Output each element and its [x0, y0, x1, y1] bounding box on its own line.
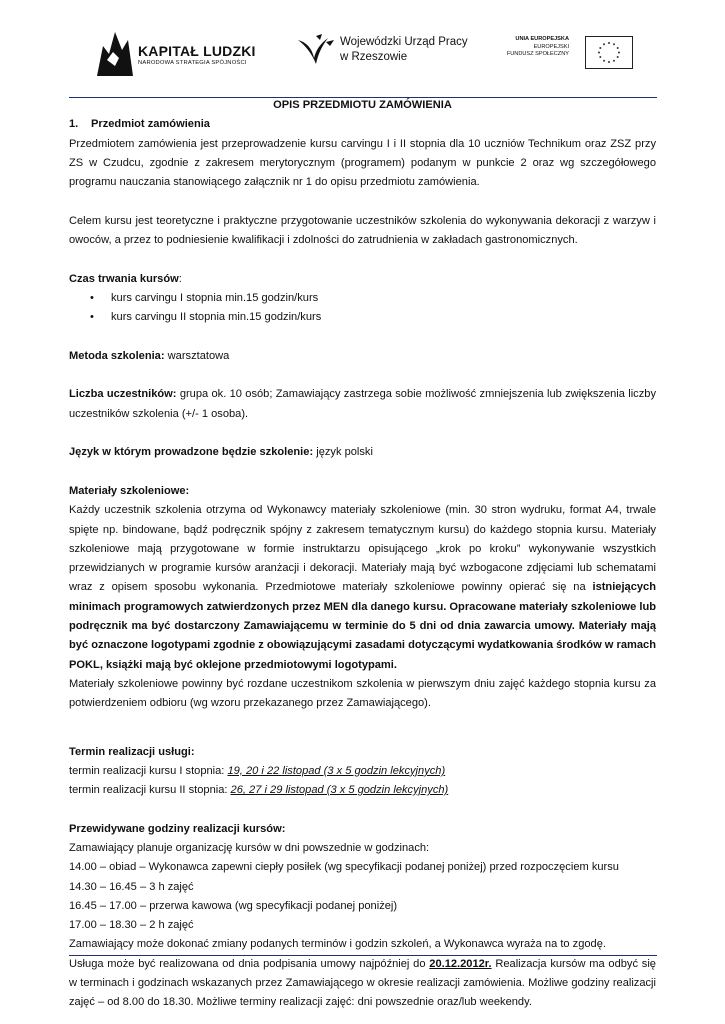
eu-stars-icon	[586, 37, 632, 68]
list-item	[69, 289, 656, 308]
materials-paragraph	[69, 501, 656, 675]
participants-label: Liczba uczestników:	[69, 388, 177, 401]
language-value: język polski	[313, 446, 373, 459]
list-item-text: kurs carvingu II stopnia min.15 godzin/kurs	[111, 311, 322, 324]
final-prefix: Usługa może być realizowana od dnia podpisania umowy najpóźniej do	[69, 957, 430, 970]
wup-line1: Wojewódzki Urząd Pracy	[340, 36, 468, 48]
document-title: OPIS PRZEDMIOTU ZAMÓWIENIA	[273, 99, 452, 111]
hours-line: Zamawiający może dokonać zmiany podanych terminów i godzin szkoleń, a Wykonawca wyraża na to zgodę.	[69, 938, 606, 951]
bullet-icon: •	[90, 311, 94, 324]
participants-line	[69, 385, 656, 424]
term-line-1	[69, 762, 656, 781]
hours-line: 16.45 – 17.00 – przerwa kawowa (wg specyfikacji podanej poniżej)	[69, 899, 398, 912]
participants-value: grupa ok. 10 osób; Zamawiający zastrzega sobie możliwość zmniejszenia lub zwiększenia liczby uczestników szkolenia (+/- 1 osoba).	[69, 388, 656, 420]
term1-value: 19, 20 i 22 listopad (3 x 5 godzin lekcyjnych)	[227, 764, 446, 777]
materials-text: Każdy uczestnik szkolenia otrzyma od Wykonawcy materiały szkoleniowe (min. 30 stron wydruku, format A4, trwale spięte np. bindowane, bądź podręcznik spójny z zakresem tematycznym kursu) do każdego stopnia kursu. Materiały szkoleniowe mają przygotowane w formie instruktarzu opisującego „krok po kroku” wykonywanie wszystkich przewidzianych w programie kursów aranżacji i dekoracji. Materiały mają być wzbogacone zdjęciami lub schematami wraz z opisem sposobu wykonania. Przedmiotowe materiały szkoleniowe powinny opierać się na	[69, 504, 656, 594]
language-label: Język w którym prowadzone będzie szkolenie:	[69, 446, 314, 459]
term-heading: Termin realizacji usługi:	[69, 745, 195, 758]
final-suffix: Realizacja kursów ma odbyć się w terminach i godzinach wskazanych przez Zamawiającego w okresie realizacji zamówienia. Możliwe godziny realizacji zajęć – od 8.00 do 18.30. Możliwe terminy realizacji zajęć: dni powszednie oraz/lub weekendy.	[69, 957, 656, 1009]
materials-bold-text: istniejących minimach programowych zatwierdzonych przez MEN dla danego kursu. Opracowane materiały szkoleniowe lub podręcznik ma być dostarczony Zamawiającemu w terminie do 5 dni od dnia zawarcia umowy. Materiały mają być oznaczone logotypami zgodnie z obowiązującymi zasadami dotyczącymi wydatkowania środków w ramach POKL, książki mają być oklejone przedmiotowymi logotypami.	[69, 581, 656, 671]
term-line-2	[69, 781, 656, 800]
method-label: Metoda szkolenia:	[69, 349, 165, 362]
eu-text	[479, 36, 569, 59]
kapital-ludzki-emblem-icon	[95, 26, 135, 78]
hours-line: 14.30 – 16.45 – 3 h zajęć	[69, 880, 194, 893]
term2-prefix: termin realizacji kursu II stopnia:	[69, 784, 231, 797]
hours-line: Zamawiający planuje organizację kursów w dni powszednie w godzinach:	[69, 841, 430, 854]
wup-line2: w Rzeszowie	[340, 51, 408, 63]
bullet-icon: •	[90, 291, 94, 304]
hours-line: 14.00 – obiad – Wykonawca zapewni ciepły posiłek (wg specyfikacji podanej poniżej) przed rozpoczęciem kursu	[69, 861, 619, 874]
language-line	[69, 443, 656, 462]
duration-colon: :	[178, 272, 182, 285]
duration-label: Czas trwania kursów	[69, 272, 179, 285]
method-value: warsztatowa	[164, 349, 230, 362]
duration-list	[69, 289, 656, 328]
final-paragraph	[69, 955, 656, 1013]
intro-paragraph-1: Przedmiotem zamówienia jest przeprowadzenie kursu carvingu I i II stopnia dla 10 uczniów Technikum oraz ZSZ przy ZS w Czudcu, zgodnie z zakresem merytorycznym (programem) podanym w punkcie 2 oraz wg szczegółowego programu nauczania stanowiącego załącznik nr 1 do opisu przedmiotu zamówienia.	[69, 137, 656, 189]
section-title: Przedmiot zamówienia	[91, 118, 210, 131]
kapital-ludzki-logo	[95, 26, 265, 78]
duration-heading	[69, 270, 656, 289]
section-number: 1.	[69, 118, 79, 131]
wup-bird-icon	[296, 32, 336, 68]
method-line	[69, 347, 656, 366]
eu-line2: EUROPEJSKI	[533, 43, 569, 50]
eu-flag	[585, 36, 633, 69]
header-logos	[0, 22, 725, 82]
section-heading	[69, 115, 656, 134]
list-item	[69, 308, 656, 327]
kapital-title: KAPITAŁ LUDZKI	[138, 43, 256, 59]
materials-heading: Materiały szkoleniowe:	[69, 484, 190, 497]
document-body	[69, 96, 656, 1013]
term1-prefix: termin realizacji kursu I stopnia:	[69, 764, 228, 777]
list-item-text: kurs carvingu I stopnia min.15 godzin/kurs	[111, 291, 319, 304]
eu-line1: UNIA EUROPEJSKA	[515, 36, 569, 42]
hours-heading: Przewidywane godziny realizacji kursów:	[69, 822, 286, 835]
final-date: 20.12.2012r.	[429, 957, 492, 970]
eu-logo	[506, 36, 635, 70]
hours-line: 17.00 – 18.30 – 2 h zajęć	[69, 919, 194, 932]
intro-paragraph-2: Celem kursu jest teoretyczne i praktyczne przygotowanie uczestników szkolenia do wykonywania dekoracji z warzyw i owoców, a przez to podniesienie kwalifikacji i zdolności do zatrudnienia w zakładach gastronomicznych.	[69, 214, 656, 247]
footer-rule	[69, 955, 657, 956]
eu-line3: FUNDUSZ SPOŁECZNY	[506, 51, 569, 57]
materials-paragraph-2: Materiały szkoleniowe powinny być rozdane uczestnikom szkolenia w pierwszym dniu zajęć każdego stopnia kursu za potwierdzeniem odbioru (wg wzoru przekazanego przez Zamawiającego).	[69, 677, 656, 710]
wup-logo	[296, 32, 496, 72]
term2-value: 26, 27 i 29 listopad (3 x 5 godzin lekcyjnych)	[230, 784, 449, 797]
kapital-subtitle: NARODOWA STRATEGIA SPÓJNOŚCI	[138, 60, 247, 66]
